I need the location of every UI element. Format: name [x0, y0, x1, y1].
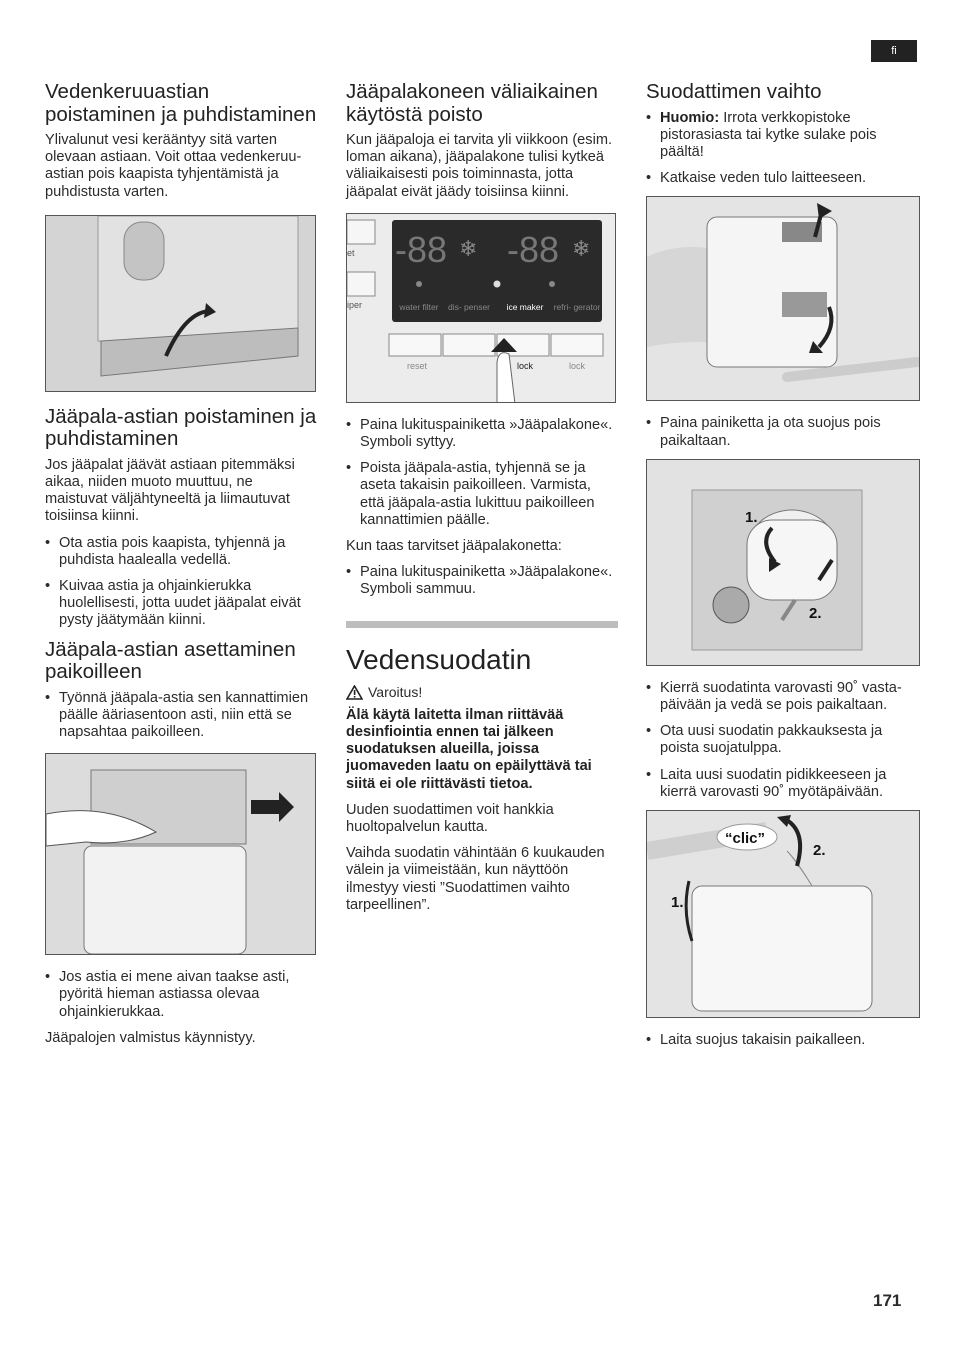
heading-icemaker-off: Jääpalakoneen väliaikainen käytöstä poisto: [346, 80, 598, 126]
note-text: Irrota verkkopistoke pistorasiasta tai kytke sulake pois päältä!: [660, 109, 877, 160]
list-item: • Ota astia pois kaapista, tyhjennä ja puhdista haalealla vedellä.: [45, 535, 317, 569]
step-label-2b: 2.: [813, 841, 826, 859]
button-label-lock-2: lock: [568, 360, 586, 371]
filter-insert-image: [646, 810, 920, 1018]
list-item: [646, 110, 921, 162]
section-divider: [346, 621, 618, 628]
paragraph: Jääpalojen valmistus käynnistyy.: [45, 1029, 256, 1046]
list-item: • Paina painiketta ja ota suojus pois paikaltaan.: [646, 415, 921, 449]
filter-cover-image: [646, 196, 920, 401]
svg-text:❄: ❄: [572, 235, 591, 261]
warning-icon: [346, 685, 363, 700]
side-label-2: iper: [347, 299, 363, 310]
list-item: • Paina lukituspainiketta »Jääpalakone«. Symboli syttyy.: [346, 417, 618, 451]
page-number: 171: [873, 1291, 902, 1310]
warning-text: Älä käytä laitetta ilman riittävää desinfiointia ennen tai jälkeen suodatuksen alueilla, joissa juomaveden laatu on epäilyttävä tai siitä ei ole riittävästi tietoa.: [346, 706, 592, 792]
list-item: • Laita suojus takaisin paikalleen.: [646, 1032, 921, 1049]
heading-water-tray: Vedenkeruuastian poistaminen ja puhdistaminen: [45, 80, 317, 126]
list-item: • Katkaise veden tulo laitteeseen.: [646, 170, 921, 187]
water-tray-image: [45, 215, 316, 392]
side-label-1: et: [347, 247, 355, 258]
language-tab: fi: [871, 40, 917, 62]
paragraph: Vaihda suodatin vähintään 6 kuukauden välein ja viimeistään, kun näyttöön ilmestyy viesti ”Suodattimen vaihto tarpeellinen”.: [346, 845, 605, 913]
list-item: • Kierrä suodatinta varovasti 90˚ vasta-päivään ja vedä se pois paikaltaan.: [646, 680, 921, 714]
list-item: • Jos astia ei mene aivan taakse asti, pyöritä hieman astiassa olevaa ohjainkierukkaa.: [45, 969, 317, 1021]
column-1: [45, 81, 317, 1056]
display-digits-right: -88: [507, 228, 560, 270]
heading-filter-change: Suodattimen vaihto: [646, 80, 822, 103]
svg-text:❄: ❄: [459, 235, 478, 261]
heading-ice-tray-remove: Jääpala-astian poistaminen ja puhdistaminen: [45, 404, 317, 451]
step-label-1b: 1.: [671, 893, 684, 911]
column-2: [346, 81, 618, 923]
button-label-reset: reset: [406, 360, 428, 371]
button-label-lock: lock: [516, 360, 534, 371]
panel-label-water-filter: water filter: [399, 301, 439, 312]
clic-label: “clic”: [725, 829, 766, 847]
ice-tray-image: [45, 753, 316, 955]
paragraph: Jos jääpalat jäävät astiaan pitemmäksi aikaa, niiden muoto muuttuu, ne maistuvat väljähtyneeltä ja liimautuvat toisiinsa kiinni.: [45, 456, 295, 525]
control-panel-image: [346, 213, 616, 403]
note-label: Huomio:: [660, 109, 720, 126]
display-digits-left: -88: [395, 228, 448, 270]
paragraph: Kun jääpaloja ei tarvita yli viikkoon (esim. loman aikana), jääpalakone tulisi kytkeä väliaikaisesti pois toiminnasta, jotta jääpalat eivät jäädy toisiinsa kiinni.: [346, 132, 613, 200]
panel-label-ice-maker: ice maker: [506, 301, 544, 312]
list-item: • Poista jääpala-astia, tyhjennä se ja aseta takaisin paikoilleen. Varmista, että jääpala-astia lukittuu paikoilleen kannattimien päälle.: [346, 460, 618, 529]
paragraph: Uuden suodattimen voit hankkia huoltopalvelun kautta.: [346, 801, 554, 836]
heading-ice-tray-insert: Jääpala-astian asettaminen paikoilleen: [45, 637, 296, 684]
column-3: [646, 81, 921, 1058]
panel-label-dispenser: dis- penser: [447, 301, 491, 312]
list-item: • Paina lukituspainiketta »Jääpalakone«. Symboli sammuu.: [346, 564, 618, 598]
paragraph: Ylivalunut vesi kerääntyy sitä varten olevaan astiaan. Voit ottaa vedenkeruu-astian pois kaapista tyhjentämistä ja puhdistusta varten.: [45, 132, 302, 200]
filter-remove-image: [646, 459, 920, 666]
list-item: • Kuivaa astia ja ohjainkierukka huolellisesti, jotta uudet jääpalat eivät pysty jäätymään kiinni.: [45, 578, 317, 630]
step-label-1: 1.: [745, 508, 758, 526]
paragraph: Kun taas tarvitset jääpalakonetta:: [346, 538, 562, 555]
list-item: • Laita uusi suodatin pidikkeeseen ja kierrä varovasti 90˚ myötäpäivään.: [646, 767, 921, 801]
list-item: • Ota uusi suodatin pakkauksesta ja poista suojatulppa.: [646, 723, 921, 757]
list-item: • Työnnä jääpala-astia sen kannattimien päälle ääriasentoon asti, niin että se napsahtaa paikoilleen.: [45, 690, 317, 742]
warning-header: [346, 684, 618, 701]
panel-label-refrigerator: refri- gerator: [553, 301, 601, 312]
section-title: Vedensuodatin: [346, 643, 532, 675]
warning-label: Varoitus!: [368, 683, 423, 700]
step-label-2: 2.: [809, 604, 822, 622]
